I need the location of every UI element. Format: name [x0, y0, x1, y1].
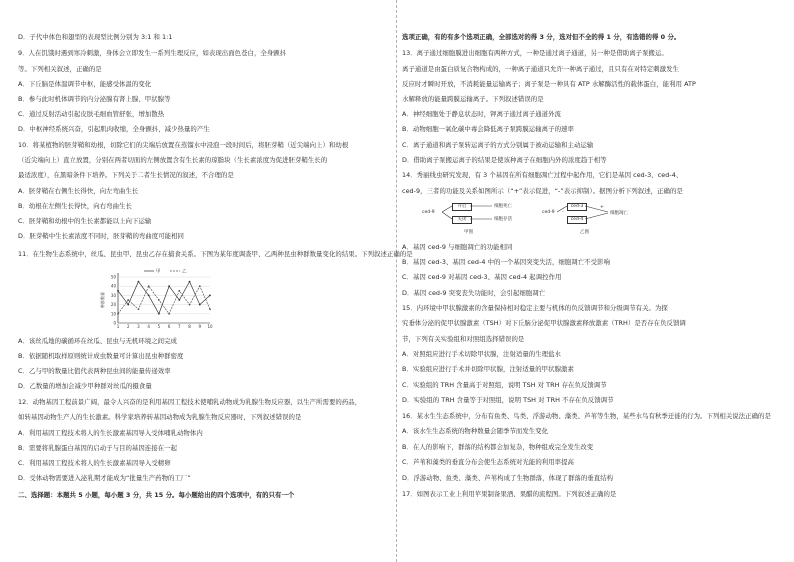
x-tick-label: 9 [198, 324, 202, 329]
y-tick-label: 30 [110, 292, 116, 298]
diagram-label-ced9-b: ced-9 [542, 210, 555, 215]
arrow [442, 212, 452, 219]
text-line: D．受体动物需要进入泌乳期才能成为“批量生产药物的工厂” [18, 474, 191, 482]
text-line: 水解释放的能量跨膜运输离子。下列叙述错误的是 [402, 95, 544, 103]
text-line: D．基因 ced-9 突变丧失功能时，会引起细胞凋亡 [402, 289, 546, 297]
diagram-label-death: 细胞死亡 [494, 204, 512, 209]
y-tick-label: 20 [110, 302, 116, 308]
text-line: 离子通道是由蛋白质复合物构成的，一种离子通道只允许一种离子通过，且只有在对特定刺激发生 [402, 65, 679, 73]
arrow [442, 206, 452, 212]
text-line: （近尖端向上）直立放置，分别在两者切面的左侧放置含有生长素的琼脂块（生长素浓度为促进胚芽鞘生长的 [18, 156, 328, 164]
x-tick-label: 4 [147, 324, 150, 329]
data-point [117, 290, 119, 292]
text-line: D．借助离子泵搬运离子的结果是使该种离子在细胞内外的浓度趋于相等 [402, 156, 607, 164]
data-point [178, 299, 180, 301]
text-line: D．乙数量的增加会减少甲种群对丝瓜的摄食量 [18, 382, 152, 390]
data-point [189, 281, 191, 283]
text-line: D．浮游动物、鱼类、藻类、芦苇构成了生物群落，体现了群落的垂直结构 [402, 474, 614, 482]
x-tick-label: 2 [126, 324, 130, 329]
text-line: 12．动物基因工程前景广阔，最令人兴奋的是利用基因工程技术使哺乳动物成为乳腺生物反应器，以生产所需要的药品， [18, 398, 362, 406]
text-line: 等。下列相关叙述，正确的是 [18, 65, 102, 73]
diagram-caption-b: 乙图 [580, 230, 589, 235]
text-line: C．芦苇和藻类的垂直分布会使生态系统对光能的利用率提高 [402, 458, 574, 466]
text-line: 14．秀丽线虫研究发现，有 3 个基因在所有细胞凋亡过程中起作用，它们是基因 ced-3、ced-4、 [402, 171, 683, 179]
data-point [158, 313, 160, 315]
text-line: 16．某水生生态系统中，分布有鱼类、鸟类、浮游动物、藻类、芦苇等生物，某些水鸟有秋季迁徙的行为。下列相关说法正确的是 [402, 412, 771, 420]
data-point [127, 304, 129, 306]
data-point [158, 299, 160, 301]
y-tick-label: 10 [110, 311, 116, 317]
text-line: A．该水生生态系统的物种数量会随季节而发生变化 [402, 427, 549, 435]
text-line: D．中枢神经系统兴奋，引起肌肉收缩，全身颤抖，减少热量的产生 [18, 125, 210, 133]
text-line: 10．将某植物的胚芽鞘和幼根，切除它们的尖端后放置在蒸馏水中浸泡一段时间后，将胚芽鞘（近尖端向上）和幼根 [18, 141, 349, 149]
text-line: 反应时才瞬时开放，不消耗能量运输离子；离子泵是一种具有 ATP 水解酶活性的载体蛋白，能利用 ATP [402, 80, 696, 88]
text-line: B．需要将乳腺蛋白基因的启动子与目的基因连接在一起 [18, 444, 178, 452]
diagram-box-ced4: ced-4 [567, 216, 587, 224]
diagram-label-survive: 细胞存活 [494, 217, 512, 222]
diagram-sign-minus: - [562, 210, 564, 215]
series-line-甲 [118, 282, 210, 314]
x-tick-label: 7 [178, 324, 181, 329]
data-point [209, 295, 211, 297]
diagram-sign-plus: + [600, 205, 604, 210]
data-point [148, 295, 150, 297]
arrow [557, 206, 567, 212]
diagram-box-ced3: ced-3 [567, 203, 587, 211]
diagram-arrows [422, 200, 652, 238]
text-line: B．在人的影响下，群落的结构都会加复杂，物种组成完全发生改变 [402, 443, 594, 451]
text-line: C．实验组的 TRH 含量高于对照组，说明 TSH 对 TRH 存在负反馈调节 [402, 381, 607, 389]
text-line: 17．如图表示工业上利用苹果制备果酒、果醋的流程图。下列叙述正确的是 [402, 490, 617, 498]
text-line: 选项正确，有的有多个选项正确，全部选对的得 3 分，选对但不全的得 1 分，有选错的得 0 分。 [402, 33, 681, 41]
text-line: 节，下列有关实验组和对照组选择错误的是 [402, 335, 525, 343]
text-line: D．胚芽鞘中生长素浓度不同时，胚芽鞘的弯曲度可能相同 [18, 232, 184, 240]
text-line: C．利用基因工程技术将人的生长激素基因导入受精卵 [18, 459, 171, 467]
text-line: 15．内环境中甲状腺激素的含量保持相对稳定主要与机体的负反馈调节和分级调节有关。为探 [402, 304, 668, 312]
data-point [127, 299, 129, 301]
x-tick-label: 6 [167, 324, 171, 329]
y-tick-label: 0 [113, 320, 116, 326]
y-tick-label: 40 [110, 283, 116, 289]
text-line: 13．离子通过细胞膜进出细胞有两种方式，一种是通过离子通道，另一种是借助离子泵搬运。 [402, 49, 668, 57]
text-line: 究垂体分泌的促甲状腺激素（TSH）对下丘脑分泌促甲状腺激素释放激素（TRH）是否存在负反馈调 [402, 319, 686, 327]
text-line: C．胚芽鞘和幼根中的生长素都能以上向下运输 [18, 217, 152, 225]
text-line: C．离子通道和离子泵转运离子的方式分别属于被动运输和主动运输 [402, 141, 594, 149]
text-line: D．子代中体色和翅型的表现型比例分别为 3:1 和 1:1 [18, 33, 173, 41]
legend-label: 甲 [156, 269, 161, 275]
diagram-caption-a: 甲图 [464, 230, 473, 235]
text-line: A．该丝瓜地的碳循环在丝瓜、昆虫与无机环境之间完成 [18, 337, 177, 345]
text-line: 9．人在饥饿时遇到寒冷刺激，身体会立即发生一系列生理反应，如表现出面色苍白，全身颤抖 [18, 49, 287, 57]
x-tick-label: 3 [137, 324, 140, 329]
text-line: B．实验组应进行手术并切除甲状腺，注射适量的甲状腺激素 [402, 365, 574, 373]
x-tick-label: 1 [116, 324, 120, 329]
arrow [585, 213, 608, 219]
diagram-box-open: 开启 [452, 203, 472, 211]
data-point [199, 285, 201, 287]
text-line: 11．在生物生态系统中，丝瓜、昆虫甲、昆虫乙存在捕食关系。下图为某年度调查甲、乙两种昆虫种群数量变化的结果。下列叙述正确的是 [18, 250, 413, 258]
diagram-box-close: 关闭 [452, 216, 472, 224]
x-tick-label: 8 [188, 324, 191, 329]
text-line: A．下丘脑是体温调节中枢，能感受体温的变化 [18, 80, 152, 88]
data-point [168, 285, 170, 287]
data-point [199, 304, 201, 306]
section-heading: 二、选择题：本题共 5 小题，每小题 3 分，共 15 分。每小题给出的四个选项中，有的只有一个 [18, 491, 295, 499]
ced-gene-diagram [422, 200, 652, 238]
text-line: B．依据随机取样原则统计成虫数量可计算出昆虫种群密度 [18, 352, 184, 360]
x-tick-label: 10 [207, 324, 213, 329]
text-line: A．基因 ced-9 与细胞凋亡的功能相同 [402, 243, 513, 251]
data-point [168, 313, 170, 315]
data-point [117, 313, 119, 315]
text-line: C．乙与甲的数量比值代表两种昆虫间的能量传递效率 [18, 367, 171, 375]
legend-label: 乙 [182, 269, 187, 275]
text-line: 如转基因动物生产人的生长激素。科学家培养转基因动物成为乳腺生物反应器时，下列叙述错误的是 [18, 413, 302, 421]
arrow [585, 206, 608, 212]
population-line-chart [98, 267, 218, 333]
data-point [138, 308, 140, 310]
text-line: D．实验组的 TRH 含量等于对照组，说明 TSH 对 TRH 不存在负反馈调节 [402, 396, 614, 404]
data-point [209, 308, 211, 310]
text-line: C．基因 ced-9 对基因 ced-3、基因 ced-4 起调控作用 [402, 273, 562, 281]
text-line: B．基因 ced-3、基因 ced-4 中的一个基因突变失活，细胞凋亡不受影响 [402, 258, 610, 266]
y-tick-label: 50 [110, 274, 116, 280]
data-point [148, 285, 150, 287]
text-line: A．神经细胞处于静息状态时，钾离子通过离子通道外流 [402, 110, 561, 118]
text-line: 最适浓度），在黑暗条件下培养。下列关于二者生长情况的叙述，不合理的是 [18, 171, 234, 179]
text-line: ced-9，三者的功能及关系如图所示（“+”表示促进，“-”表示抑制）。据图分析下列叙述，正确的是 [402, 187, 683, 195]
text-line: A．对照组应进行手术切除甲状腺，注射适量的生理盐水 [402, 350, 561, 358]
text-line: B．动物细胞一氧化碳中毒会降低离子泵跨膜运输离子的速率 [402, 125, 574, 133]
diagram-label-apoptosis: 细胞凋亡 [610, 211, 628, 216]
text-line: B．参与此时机体调节的内分泌腺有肾上腺、甲状腺等 [18, 95, 171, 103]
data-point [178, 290, 180, 292]
column-divider [396, 0, 398, 562]
text-line: A．胚芽鞘在右侧生长得快，向左弯曲生长 [18, 187, 139, 195]
text-line: A．利用基因工程技术将人的生长激素基因导入受体哺乳动物体内 [18, 429, 203, 437]
text-line: B．幼根在左侧生长得快，向右弯曲生长 [18, 202, 132, 210]
data-point [138, 281, 140, 283]
diagram-label-ced9: ced-9 [422, 210, 435, 215]
x-tick-label: 5 [157, 324, 161, 329]
text-line: C．通过反射活动引起皮肤毛细血管舒张，增加散热 [18, 110, 165, 118]
y-axis-label: 种群数量 [100, 292, 105, 308]
data-point [189, 304, 191, 306]
